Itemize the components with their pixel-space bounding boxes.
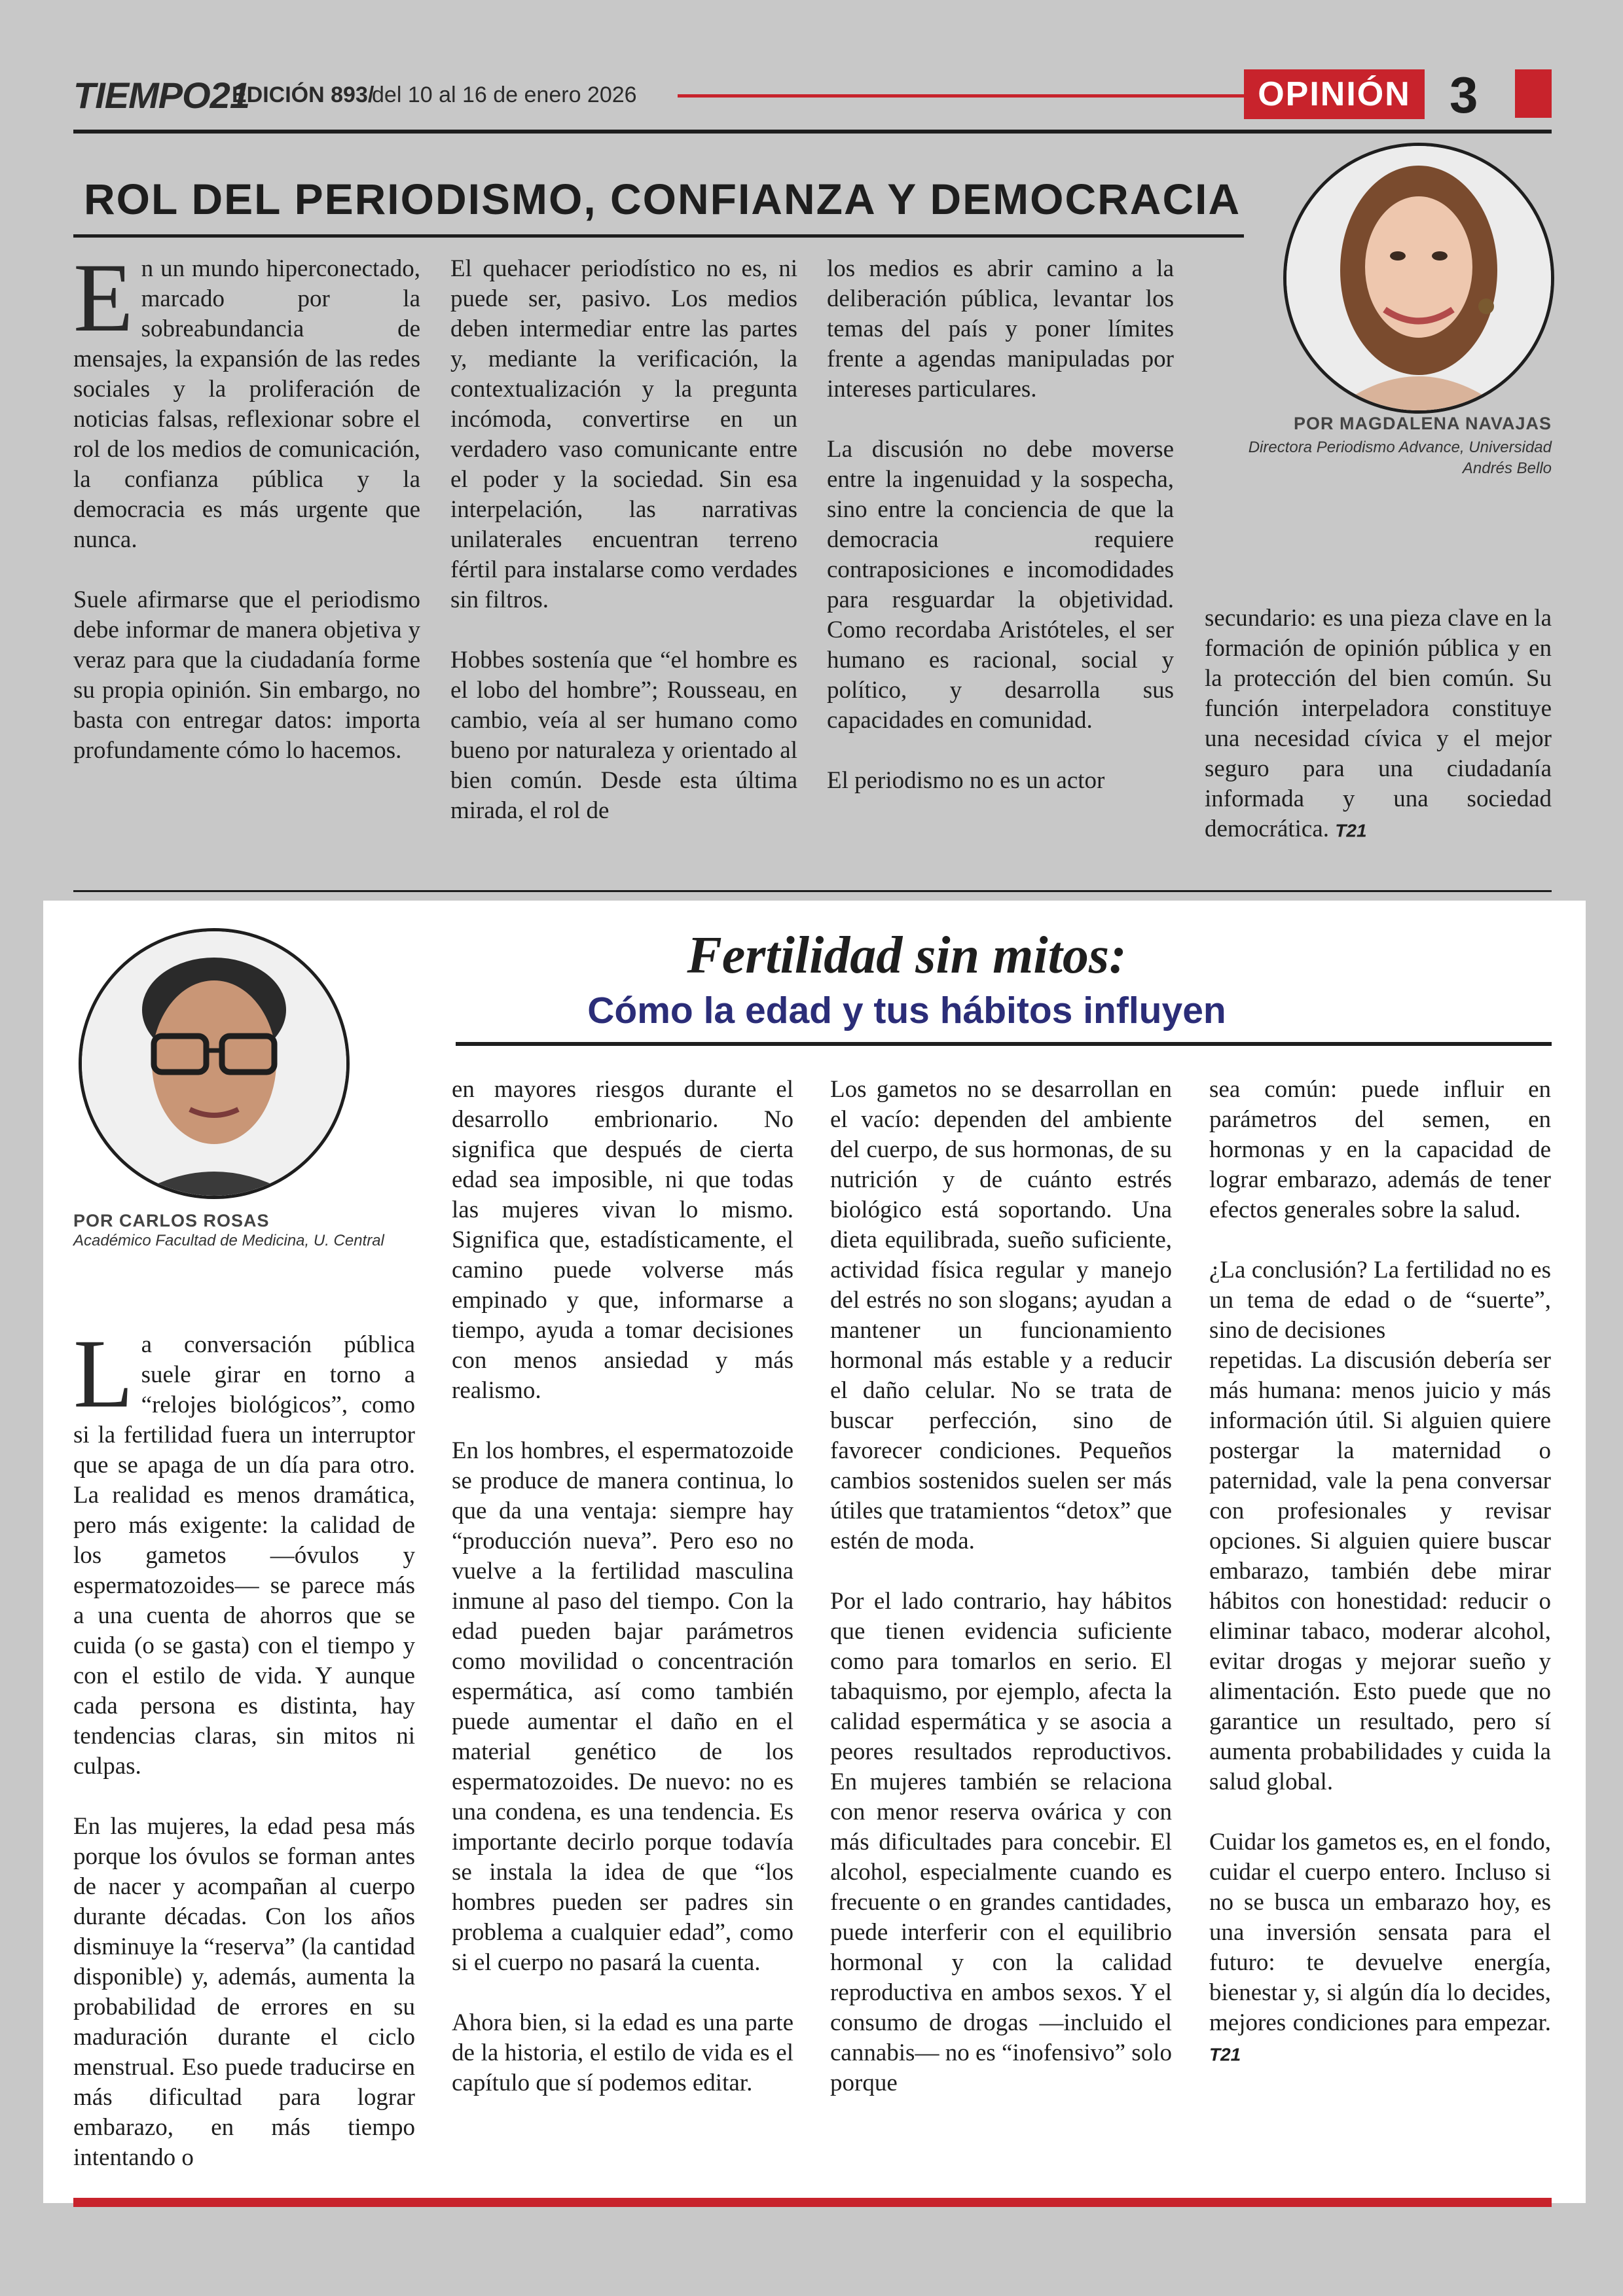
- article2-column-2: [452, 1075, 793, 2098]
- end-mark-logo: T21: [1209, 2044, 1241, 2065]
- edition-label: EDICIÓN 893/: [232, 82, 374, 107]
- section-tag: OPINIÓN: [1244, 69, 1425, 119]
- paragraph: a conversación pública suele girar en torno a “relojes biológicos”, como si la fertilidad fuera un interruptor que se apaga de un día para otro. La realidad es menos dramática, pero más exigente: la calidad de los gametos —óvulos y espermatozoides— se parece más a una cuenta de ahorros que se cuida (o se gasta) con el tiempo y con el estilo de vida. Y aunque cada persona es distinta, hay tendencias claras, sin mitos ni culpas.: [73, 1331, 415, 1780]
- article1-author: POR MAGDALENA NAVAJAS: [1293, 414, 1552, 433]
- paragraph: En los hombres, el espermatozoide se produce de manera continua, lo que da una ventaja: siempre hay “producción nueva”. Pero eso no vuelve a la fertilidad masculina inmune al paso del tiempo. Con la edad pueden bajar parámetros como movilidad o concentración espermática, así como también puede aumentar el daño en el material genético de los espermatozoides. De nuevo: no es una condena, es una tendencia. Es importante decirlo porque todavía se instala la idea de que “los hombres pueden ser padres sin problema a cualquier edad”, como si el cuerpo no pasará la cuenta.: [452, 1437, 793, 1976]
- author-photo-carlos: [79, 928, 350, 1199]
- end-mark-logo: T21: [1335, 820, 1367, 841]
- edition-date: del 10 al 16 de enero 2026: [372, 82, 637, 107]
- paragraph: Los gametos no se desarrollan en el vacío: dependen del ambiente del cuerpo, de sus hormonas, de su nutrición y de cuánto estrés biológico está soportando. Una dieta equilibrada, sueño suficiente, actividad física regular y manejo del estrés no son slogans; ayudan a mantener un funcionamiento hormonal más estable y a reducir el daño celular. No se trata de buscar perfección, sino de favorecer condiciones. Pequeños cambios sostenidos suelen ser más útiles que tratamientos “detox” que estén de moda.: [830, 1076, 1172, 1554]
- article2-author-role: Académico Facultad de Medicina, U. Central: [73, 1232, 384, 1249]
- article1-title-rule: [73, 234, 1244, 238]
- article2-title-rule: [456, 1042, 1552, 1046]
- article1-title: ROL DEL PERIODISMO, CONFIANZA Y DEMOCRACIA: [84, 175, 1241, 223]
- portrait-illustration: [82, 931, 346, 1196]
- paragraph: secundario: es una pieza clave en la formación de opinión pública y en la protección del bien común. Su función interpeladora constituye una necesidad cívica y el mejor seguro para una ciudadanía informada y una sociedad democrática.: [1205, 605, 1552, 842]
- paragraph: ¿La conclusión? La fertilidad no es un tema de edad o de “suerte”, sino de decisiones: [1209, 1257, 1551, 1344]
- paragraph: repetidas. La discusión debería ser más humana: menos juicio y más información útil. Si alguien quiere postergar la maternidad o paternidad, vale la pena conversar con profesionales y revisar opciones. Si alguien quiere buscar embarazo, también debe mirar hábitos con honestidad: reducir o eliminar tabaco, moderar alcohol, evitar drogas y mejorar sueño y alimentación. Esto puede que no garantice un resultado, pero sí aumenta probabilidades y cuida la salud global.: [1209, 1347, 1551, 1795]
- article2-column-4: [1209, 1075, 1551, 2070]
- article2-subtitle: Cómo la edad y tus hábitos influyen: [587, 990, 1226, 1031]
- paragraph: Suele afirmarse que el periodismo debe informar de manera objetiva y veraz para que la ciudadanía forme su propia opinión. Sin embargo, no basta con entregar datos: importa profundamente cómo lo hacemos.: [73, 586, 420, 764]
- drop-cap: L: [73, 1319, 134, 1428]
- page-number: 3: [1450, 66, 1478, 124]
- paragraph: Hobbes sostenía que “el hombre es el lobo del hombre”; Rousseau, en cambio, veía al ser humano como bueno por naturaleza y orientado al bien común. Desde esta última mirada, el rol de: [450, 647, 797, 824]
- article2-title: Fertilidad sin mitos:: [687, 927, 1127, 984]
- paragraph: La discusión no debe moverse entre la ingenuidad y la sospecha, sino entre la conciencia de que la democracia requiere contraposiciones e incomodidades para resguardar la objetividad. Como recordaba Aristóteles, el ser humano es racional, social y político, y desarrolla sus capacidades en comunidad.: [827, 436, 1174, 734]
- paragraph: El periodismo no es un actor: [827, 767, 1105, 794]
- article1-author-role-1: Directora Periodismo Advance, Universidad: [1248, 439, 1552, 456]
- paragraph: El quehacer periodístico no es, ni puede ser, pasivo. Los medios deben intermediar entre las partes y, mediante la verificación, la contextualización y la pregunta incómoda, convertirse en un verdadero vaso comunicante entre el poder y la sociedad. Sin esa interpelación, las narrativas unilaterales encuentran terreno fértil para instalarse como verdades sin filtros.: [450, 255, 797, 613]
- drop-cap: E: [73, 243, 134, 352]
- paragraph: En las mujeres, la edad pesa más porque los óvulos se forman antes de nacer y acompañan al cuerpo durante décadas. Con los años disminuye la “reserva” (la cantidad disponible) y, además, aumenta la probabilidad de errores en su maduración durante el ciclo menstrual. Eso puede traducirse en más dificultad para lograr embarazo, en más tiempo intentando o: [73, 1813, 415, 2171]
- header-red-line: [678, 94, 1244, 98]
- header-red-square: [1515, 69, 1552, 118]
- section-divider: [73, 890, 1552, 892]
- article1-column-3: [827, 254, 1174, 796]
- paragraph: n un mundo hiperconectado, marcado por la sobreabundancia de mensajes, la expansión de las redes sociales y la proliferación de noticias falsas, reflexionar sobre el rol de los medios de comunicación, la confianza pública y la democracia es más urgente que nunca.: [73, 255, 420, 553]
- portrait-illustration: [1286, 146, 1551, 410]
- paragraph: Ahora bien, si la edad es una parte de la historia, el estilo de vida es el capítulo que sí podemos editar.: [452, 2009, 793, 2096]
- header-rule: [73, 130, 1552, 134]
- paragraph: sea común: puede influir en parámetros del semen, en hormonas y en la capacidad de lograr embarazo, además de tener efectos generales sobre la salud.: [1209, 1076, 1551, 1223]
- article2-column-1: [73, 1319, 415, 2173]
- paragraph: Cuidar los gametos es, en el fondo, cuidar el cuerpo entero. Incluso si no se busca un embarazo hoy, es una inversión sensata para el futuro: te devuelve energía, bienestar y, si algún día lo decides, mejores condiciones para empezar.: [1209, 1829, 1551, 2036]
- article1-column-4: [1205, 603, 1552, 846]
- paragraph: en mayores riesgos durante el desarrollo embrionario. No significa que después de cierta edad sea imposible, ni que todas las mujeres vivan lo mismo. Significa que, estadísticamente, el camino puede volverse más empinado y que, informarse a tiempo, ayuda a tomar decisiones con menos ansiedad y más realismo.: [452, 1076, 793, 1404]
- paragraph: Por el lado contrario, hay hábitos que tienen evidencia suficiente como para tomarlos en serio. El tabaquismo, por ejemplo, afecta la calidad espermática y se asocia a peores resultados reproductivos. En mujeres también se relaciona con menor reserva ovárica y con más dificultades para concebir. El alcohol, especialmente cuando es frecuente o en grandes cantidades, puede interferir con el equilibrio hormonal y con la calidad reproductiva en ambos sexos. Y el consumo de drogas —incluido el cannabis— no es “inofensivo” solo porque: [830, 1588, 1172, 2096]
- article1-column-1: [73, 243, 420, 766]
- article2-column-3: [830, 1075, 1172, 2098]
- article1-author-role-2: Andrés Bello: [1462, 459, 1552, 477]
- article1-column-2: [450, 254, 797, 826]
- article2-author: POR CARLOS ROSAS: [73, 1211, 270, 1230]
- author-photo-magdalena: [1283, 143, 1554, 414]
- footer-red-bar: [73, 2198, 1552, 2207]
- logo: TIEMPO21: [73, 75, 249, 116]
- paragraph: los medios es abrir camino a la deliberación pública, levantar los temas del país y poner límites frente a agendas manipuladas por intereses particulares.: [827, 255, 1174, 403]
